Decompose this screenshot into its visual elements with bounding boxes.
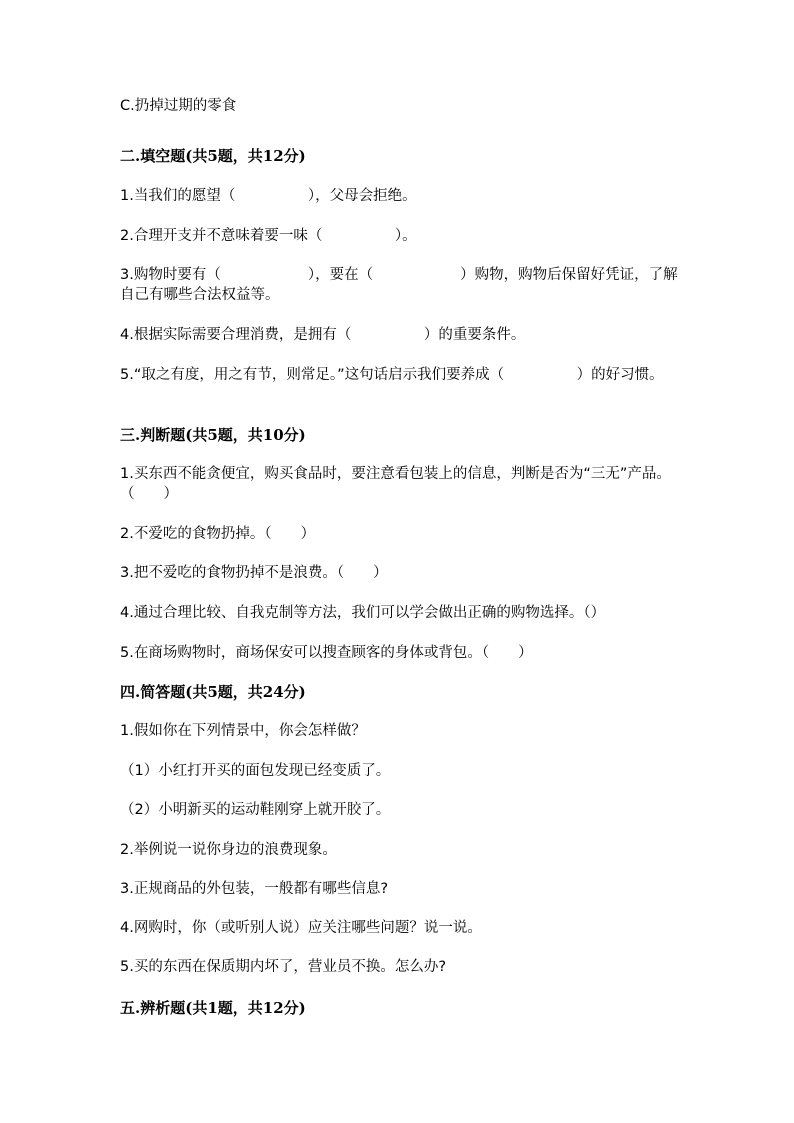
section-heading: 三.判断题(共5题，共10分) — [120, 426, 306, 444]
question-item: 1.假如你在下列情景中，你会怎样做？ — [120, 723, 366, 739]
question-item: 3.正规商品的外包装，一般都有哪些信息? — [120, 881, 389, 897]
question-item: 2.合理开支并不意味着要一味（ ）。 — [120, 228, 417, 244]
section-heading: 四.简答题(共5题，共24分) — [120, 683, 306, 701]
section-heading: 二.填空题(共5题，共12分) — [120, 147, 306, 165]
question-item: 5.买的东西在保质期内坏了，营业员不换。怎么办? — [120, 959, 447, 975]
section-heading: 五.辨析题(共1题，共12分) — [120, 999, 306, 1017]
question-item: 1.买东西不能贪便宜，购买食品时，要注意看包装上的信息，判断是否为“三无”产品。（ ） — [120, 466, 671, 502]
question-item: 4.网购时，你（或听别人说）应关注哪些问题？说一说。 — [120, 920, 482, 936]
question-item: 2.不爱吃的食物扔掉。（ ） — [120, 526, 316, 542]
question-item: 1.当我们的愿望（ ），父母会拒绝。 — [120, 188, 417, 204]
question-item: 5.“取之有度，用之有节，则常足。”这句话启示我们要养成（ ）的好习惯。 — [120, 367, 664, 383]
question-item: 2.举例说一说你身边的浪费现象。 — [120, 842, 337, 858]
question-item: 3.把不爱吃的食物扔掉不是浪费。（ ） — [120, 565, 388, 581]
question-subitem: （1）小红打开买的面包发现已经变质了。 — [120, 763, 391, 779]
question-item: 5.在商场购物时，商场保安可以搜查顾客的身体或背包。（ ） — [120, 645, 533, 661]
top-option: C.扔掉过期的零食 — [120, 98, 237, 114]
question-item: 3.购物时要有（ ），要在（ ）购物，购物后保留好凭证，了解自己有哪些合法权益等。 — [120, 267, 678, 303]
question-subitem: （2）小明新买的运动鞋刚穿上就开胶了。 — [120, 802, 391, 818]
question-item: 4.通过合理比较、自我克制等方法，我们可以学会做出正确的购物选择。（） — [120, 605, 606, 621]
question-item: 4.根据实际需要合理消费，是拥有（ ）的重要条件。 — [120, 327, 526, 343]
